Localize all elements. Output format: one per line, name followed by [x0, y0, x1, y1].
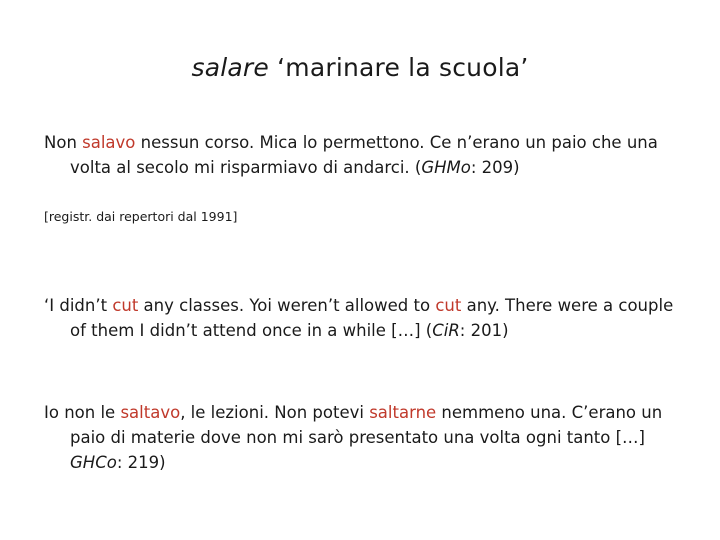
- register-note-text: [registr. dai repertori dal 1991]: [44, 209, 238, 224]
- example-italian-1: [44, 130, 684, 180]
- example-2-mid-2: any. There were a couple of them I didn’t attend once in a while […] (: [70, 296, 674, 340]
- example-1-pre: Non: [44, 133, 83, 152]
- title-gloss: ‘marinare la scuola’: [268, 53, 529, 82]
- example-3-mid-1: , le lezioni. Non potevi: [180, 403, 370, 422]
- example-1-post: : 209): [470, 158, 520, 177]
- example-2-post: : 201): [459, 321, 509, 340]
- example-2-highlight-1: cut: [112, 296, 139, 315]
- register-note: [44, 207, 684, 227]
- example-2-highlight-2: cut: [435, 296, 462, 315]
- example-2-source: CiR: [432, 321, 460, 340]
- example-3-highlight-2: saltarne: [369, 403, 437, 422]
- title-term: salare: [191, 53, 269, 82]
- example-3-mid-2: nemmeno una. C’erano un paio di materie dove non mi sarò presentato una volta ogni tanto […]: [70, 403, 663, 447]
- example-1-highlight-1: salavo: [82, 133, 136, 152]
- example-1-source: GHMo: [421, 158, 471, 177]
- example-italian-2: [44, 400, 684, 475]
- example-3-highlight-1: saltavo: [120, 403, 181, 422]
- example-3-post: : 219): [116, 453, 166, 472]
- example-3-pre: Io non le: [44, 403, 121, 422]
- example-2-pre: ‘I didn’t: [44, 296, 113, 315]
- slide-title: [0, 50, 720, 86]
- example-english: [44, 293, 684, 343]
- example-1-mid: nessun corso. Mica lo permettono. Ce n’erano un paio che una volta al secolo mi risparmiavo di andarci. (: [70, 133, 658, 177]
- example-2-mid-1: any classes. Yoi weren’t allowed to: [138, 296, 436, 315]
- example-3-source: GHCo: [70, 453, 117, 472]
